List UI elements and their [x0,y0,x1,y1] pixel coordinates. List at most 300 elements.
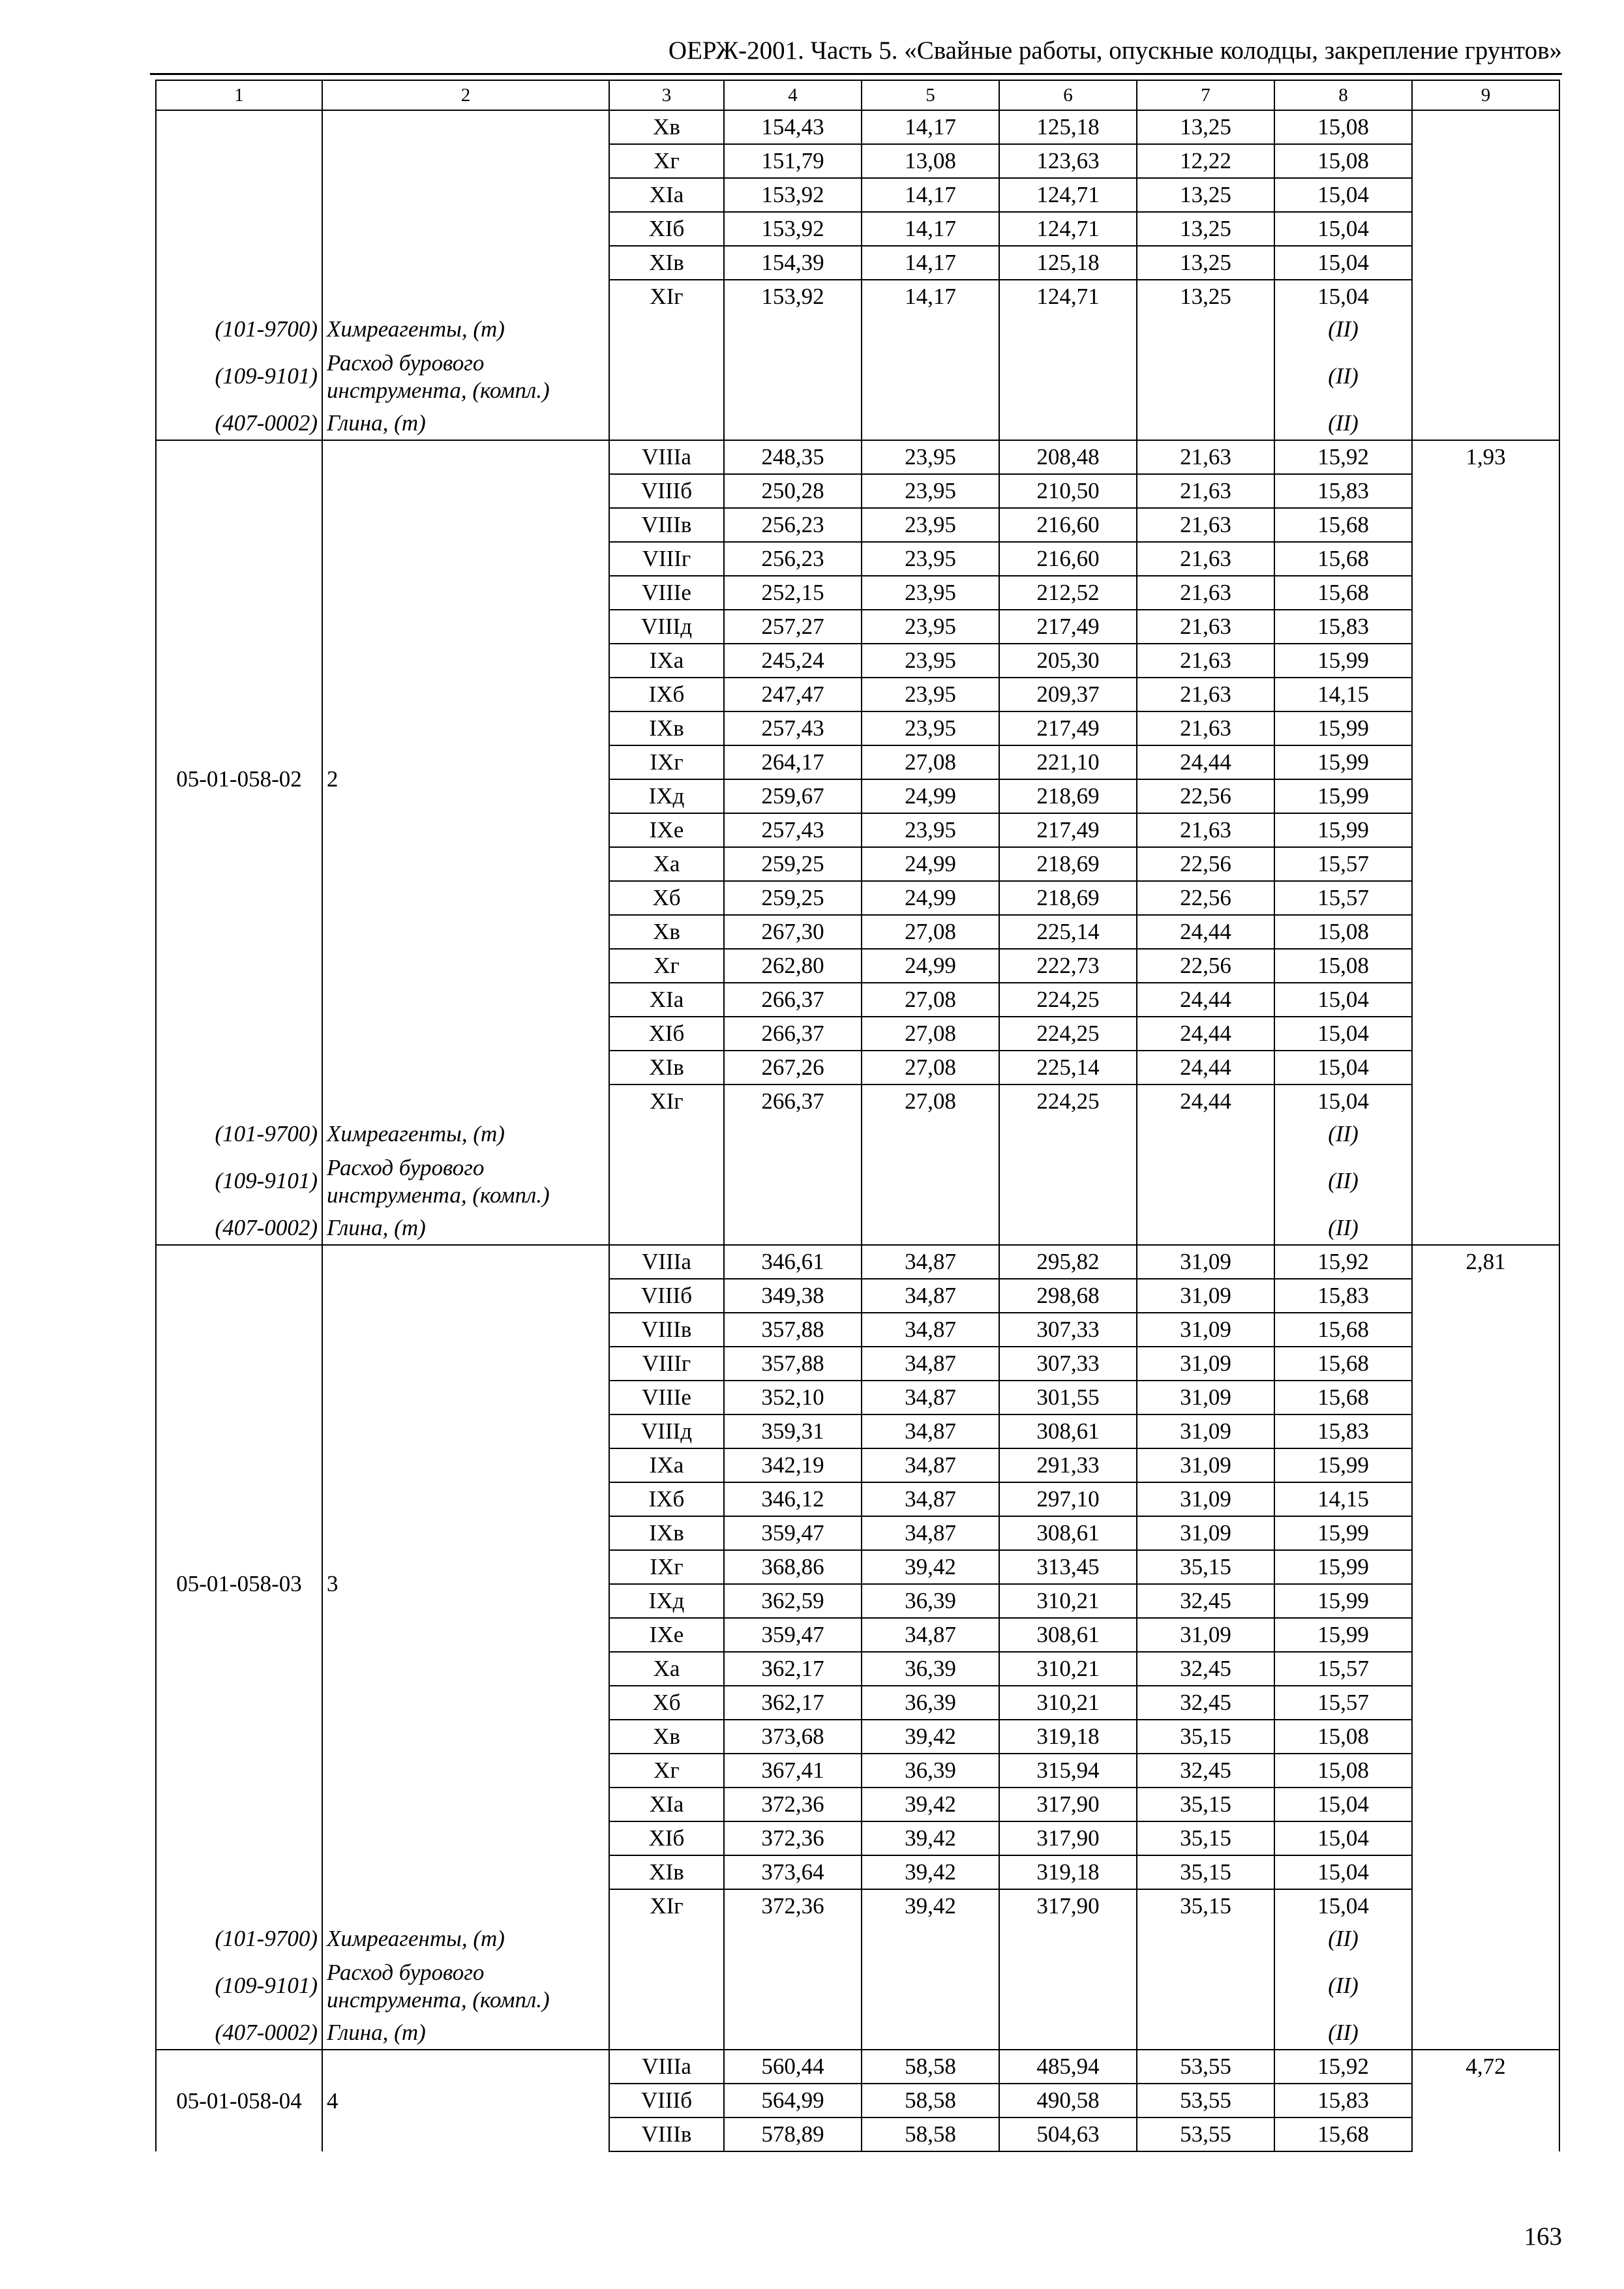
resource-name: Химреагенты, (т) [322,1922,609,1955]
value-cell: 208,48 [999,440,1137,474]
value-cell: 225,14 [999,915,1137,949]
zone-cell: VIIIв [609,1313,724,1347]
zone-cell: VIIIа [609,440,724,474]
zone-cell: Хг [609,144,724,178]
value-cell: 15,92 [1274,2050,1412,2084]
value-cell: 257,27 [724,610,862,644]
value-cell: 153,92 [724,212,862,246]
table-row [156,110,1559,144]
empty-cell [724,1150,862,1212]
value-cell: 504,63 [999,2117,1137,2151]
value-cell: 342,19 [724,1448,862,1482]
value-cell: 27,08 [862,1051,999,1085]
value-cell: 307,33 [999,1313,1137,1347]
value-cell: 15,08 [1274,144,1412,178]
empty-cell [1137,313,1274,346]
zone-cell: VIIIд [609,1414,724,1448]
value-cell: 39,42 [862,1550,999,1584]
value-cell: 27,08 [862,1085,999,1118]
value-cell: 15,99 [1274,711,1412,745]
value-cell: 39,42 [862,1720,999,1754]
value-cell: 32,45 [1137,1584,1274,1618]
value-cell: 15,04 [1274,212,1412,246]
value-cell: 154,39 [724,246,862,280]
value-cell: 257,43 [724,813,862,847]
value-cell: 21,63 [1137,576,1274,610]
value-cell: 154,43 [724,110,862,144]
value-cell: 315,94 [999,1754,1137,1788]
zone-cell: ХІв [609,1051,724,1085]
zone-cell: VIIIб [609,1279,724,1313]
value-cell: 13,25 [1137,246,1274,280]
value-cell: 319,18 [999,1855,1137,1889]
value-cell: 39,42 [862,1821,999,1855]
value-cell: 24,44 [1137,745,1274,779]
zone-cell: IХе [609,1618,724,1652]
resource-code: (407-0002) [156,1212,322,1245]
value-cell: 14,17 [862,280,999,313]
value-cell: 58,58 [862,2050,999,2084]
zone-cell: VIIIд [609,610,724,644]
value-cell: 23,95 [862,576,999,610]
zone-cell: ХІв [609,1855,724,1889]
value-cell: 22,56 [1137,881,1274,915]
value-cell: 24,44 [1137,983,1274,1017]
value-cell: 31,09 [1137,1618,1274,1652]
value-cell: 23,95 [862,610,999,644]
zone-cell: IХб [609,678,724,711]
value-cell: 31,09 [1137,1347,1274,1381]
value-cell: 21,63 [1137,644,1274,678]
zone-cell: IХд [609,779,724,813]
value-cell: 225,14 [999,1051,1137,1085]
value-cell: 24,99 [862,949,999,983]
value-cell: 32,45 [1137,1686,1274,1720]
value-cell: 15,68 [1274,576,1412,610]
value-cell: 15,99 [1274,1516,1412,1550]
value-cell: 31,09 [1137,1482,1274,1516]
resource-code: (101-9700) [156,1922,322,1955]
value-cell: 124,71 [999,212,1137,246]
zone-cell: IХа [609,644,724,678]
column-number: 8 [1274,80,1412,110]
value-cell: 32,45 [1137,1652,1274,1686]
value-cell: 362,17 [724,1652,862,1686]
zone-cell: IХг [609,1550,724,1584]
value-cell: 245,24 [724,644,862,678]
resource-code: (109-9101) [156,1150,322,1212]
value-cell: 39,42 [862,1788,999,1821]
value-cell: 217,49 [999,813,1137,847]
value-cell: 36,39 [862,1584,999,1618]
value-cell: 250,28 [724,474,862,508]
empty-cell [724,407,862,440]
value-cell: 15,08 [1274,110,1412,144]
value-cell: 15,83 [1274,1279,1412,1313]
value-cell: 15,99 [1274,1448,1412,1482]
zone-cell: ХІа [609,1788,724,1821]
price-table [155,80,1560,2152]
resource-name: Глина, (т) [322,407,609,440]
value-cell: 217,49 [999,610,1137,644]
empty-cell [1137,1150,1274,1212]
value-cell: 15,68 [1274,542,1412,576]
column-number: 6 [999,80,1137,110]
resource-code: (109-9101) [156,346,322,407]
value-cell: 15,99 [1274,1618,1412,1652]
value-cell: 352,10 [724,1381,862,1414]
value-cell: 23,95 [862,440,999,474]
value-cell: 35,15 [1137,1788,1274,1821]
value-cell: 12,22 [1137,144,1274,178]
value-cell: 34,87 [862,1347,999,1381]
value-cell: 224,25 [999,983,1137,1017]
value-cell: 13,25 [1137,212,1274,246]
value-cell: 15,68 [1274,2117,1412,2151]
value-cell: 23,95 [862,678,999,711]
empty-cell [999,1118,1137,1150]
value-cell: 346,61 [724,1245,862,1279]
resource-row [156,1118,1559,1150]
value-cell: 21,63 [1137,474,1274,508]
value-cell: 27,08 [862,1017,999,1051]
zone-cell: ХІа [609,178,724,212]
zone-cell: IХа [609,1448,724,1482]
empty-cell [999,1922,1137,1955]
value-cell: 34,87 [862,1448,999,1482]
value-cell: 313,45 [999,1550,1137,1584]
value-cell: 15,04 [1274,1855,1412,1889]
value-cell: 31,09 [1137,1516,1274,1550]
value-cell: 15,08 [1274,1720,1412,1754]
zone-cell: IХв [609,711,724,745]
zone-cell: VIIIв [609,2117,724,2151]
zone-cell: IХб [609,1482,724,1516]
resource-row [156,1212,1559,1245]
value-cell: 15,99 [1274,1550,1412,1584]
zone-cell: Хг [609,1754,724,1788]
value-cell: 27,08 [862,745,999,779]
zone-cell: VIIIа [609,2050,724,2084]
unit-mark-cell: (II) [1274,1922,1412,1955]
empty-cell [609,1955,724,2016]
value-cell: 15,99 [1274,644,1412,678]
value-cell: 259,67 [724,779,862,813]
empty-cell [609,1212,724,1245]
value-cell: 32,45 [1137,1754,1274,1788]
resource-row [156,2016,1559,2050]
value-cell: 560,44 [724,2050,862,2084]
value-cell: 218,69 [999,847,1137,881]
value-cell: 308,61 [999,1618,1137,1652]
value-cell: 259,25 [724,847,862,881]
value-cell: 39,42 [862,1855,999,1889]
value-cell: 15,57 [1274,1652,1412,1686]
zone-cell: IХд [609,1584,724,1618]
value-cell: 367,41 [724,1754,862,1788]
value-cell: 301,55 [999,1381,1137,1414]
zone-cell: ХІб [609,1017,724,1051]
value-cell: 31,09 [1137,1381,1274,1414]
empty-cell [862,2016,999,2050]
column-number: 4 [724,80,862,110]
column-number: 5 [862,80,999,110]
zone-cell: ХІг [609,1889,724,1922]
resource-code: (101-9700) [156,1118,322,1150]
column-number: 9 [1412,80,1559,110]
value-cell: 34,87 [862,1245,999,1279]
value-cell: 23,95 [862,711,999,745]
zone-cell: VIIIб [609,474,724,508]
value-cell: 15,08 [1274,1754,1412,1788]
value-cell: 307,33 [999,1347,1137,1381]
value-cell: 373,68 [724,1720,862,1754]
value-cell: 39,42 [862,1889,999,1922]
zone-cell: ХІв [609,246,724,280]
value-cell: 490,58 [999,2084,1137,2117]
value-cell: 36,39 [862,1652,999,1686]
table-row [156,1245,1559,1279]
value-cell: 212,52 [999,576,1137,610]
value-cell: 153,92 [724,280,862,313]
empty-cell [862,1212,999,1245]
empty-cell [999,2016,1137,2050]
value-cell: 308,61 [999,1414,1137,1448]
zone-cell: ХІб [609,1821,724,1855]
value-cell: 485,94 [999,2050,1137,2084]
unit-mark-cell: (II) [1274,1212,1412,1245]
zone-cell: Хб [609,881,724,915]
value-cell: 15,04 [1274,983,1412,1017]
value-cell: 359,47 [724,1516,862,1550]
table-body [156,80,1559,2151]
value-cell: 34,87 [862,1279,999,1313]
zone-cell: Хв [609,915,724,949]
value-cell: 359,31 [724,1414,862,1448]
value-cell: 34,87 [862,1313,999,1347]
empty-cell [724,346,862,407]
value-cell: 218,69 [999,779,1137,813]
value-cell: 14,17 [862,246,999,280]
value-cell: 319,18 [999,1720,1137,1754]
zone-cell: ХІа [609,983,724,1017]
value-cell: 35,15 [1137,1720,1274,1754]
value-cell: 310,21 [999,1686,1137,1720]
zone-cell: Хг [609,949,724,983]
empty-cell [999,1212,1137,1245]
empty-cell [862,346,999,407]
value-cell: 15,83 [1274,1414,1412,1448]
empty-cell [1137,1212,1274,1245]
value-cell: 13,25 [1137,110,1274,144]
resource-name: Расход бурового инструмента, (компл.) [322,1150,609,1212]
value-cell: 15,04 [1274,1085,1412,1118]
zone-cell: VIIIе [609,1381,724,1414]
empty-cell [1137,346,1274,407]
value-cell: 13,25 [1137,178,1274,212]
value-cell: 24,44 [1137,1051,1274,1085]
value-cell: 24,44 [1137,1085,1274,1118]
page-header-title: ОЕРЖ-2001. Часть 5. «Свайные работы, опускные колодцы, закрепление грунтов» [668,37,1562,65]
rate-code-cell: 05-01-058-02 [156,440,322,1118]
empty-cell [609,313,724,346]
zone-cell: IХв [609,1516,724,1550]
value-cell: 21,63 [1137,813,1274,847]
resource-code: (109-9101) [156,1955,322,2016]
empty-cell [862,313,999,346]
value-cell: 23,95 [862,813,999,847]
value-cell: 317,90 [999,1788,1137,1821]
value-cell: 58,58 [862,2084,999,2117]
resource-row [156,346,1559,407]
value-cell: 27,08 [862,915,999,949]
value-cell: 15,99 [1274,745,1412,779]
zone-cell: ХІб [609,212,724,246]
zone-cell: VIIIе [609,576,724,610]
value-cell: 21,63 [1137,711,1274,745]
value-cell: 36,39 [862,1686,999,1720]
resource-name: Глина, (т) [322,2016,609,2050]
zone-cell: Хв [609,1720,724,1754]
zone-cell: VIIIг [609,542,724,576]
work-name-cell [322,110,609,313]
value-cell: 21,63 [1137,508,1274,542]
value-cell: 368,86 [724,1550,862,1584]
value-cell: 15,08 [1274,915,1412,949]
value-cell: 21,63 [1137,610,1274,644]
empty-cell [609,1922,724,1955]
empty-cell [862,407,999,440]
value-cell: 14,17 [862,178,999,212]
value-cell: 21,63 [1137,542,1274,576]
rate-code-cell [156,110,322,313]
value-cell: 256,23 [724,508,862,542]
value-cell: 27,08 [862,983,999,1017]
empty-cell [999,346,1137,407]
value-cell: 24,99 [862,847,999,881]
value-cell: 216,60 [999,508,1137,542]
value-cell: 151,79 [724,144,862,178]
table-row [156,440,1559,474]
value-cell: 24,44 [1137,915,1274,949]
value-cell: 217,49 [999,711,1137,745]
zone-cell: ХІг [609,280,724,313]
value-cell: 578,89 [724,2117,862,2151]
col9-value-cell: 2,81 [1412,1245,1559,2050]
empty-cell [862,1118,999,1150]
value-cell: 35,15 [1137,1855,1274,1889]
value-cell: 15,04 [1274,246,1412,280]
value-cell: 125,18 [999,110,1137,144]
value-cell: 35,15 [1137,1889,1274,1922]
empty-cell [862,1922,999,1955]
value-cell: 23,95 [862,474,999,508]
value-cell: 53,55 [1137,2084,1274,2117]
value-cell: 31,09 [1137,1313,1274,1347]
value-cell: 256,23 [724,542,862,576]
value-cell: 31,09 [1137,1448,1274,1482]
value-cell: 21,63 [1137,678,1274,711]
value-cell: 125,18 [999,246,1137,280]
empty-cell [1137,2016,1274,2050]
header-divider [150,73,1562,75]
value-cell: 34,87 [862,1618,999,1652]
value-cell: 15,99 [1274,813,1412,847]
value-cell: 221,10 [999,745,1137,779]
zone-cell: IХе [609,813,724,847]
value-cell: 31,09 [1137,1414,1274,1448]
value-cell: 373,64 [724,1855,862,1889]
value-cell: 123,63 [999,144,1137,178]
empty-cell [724,1955,862,2016]
value-cell: 13,25 [1137,280,1274,313]
empty-cell [999,1150,1137,1212]
value-cell: 310,21 [999,1652,1137,1686]
zone-cell: VIIIа [609,1245,724,1279]
zone-cell: Хв [609,110,724,144]
value-cell: 247,47 [724,678,862,711]
value-cell: 357,88 [724,1313,862,1347]
unit-mark-cell: (II) [1274,1955,1412,2016]
empty-cell [724,313,862,346]
zone-cell: VIIIв [609,508,724,542]
unit-mark-cell: (II) [1274,1150,1412,1212]
resource-row [156,407,1559,440]
empty-cell [724,1922,862,1955]
rate-code-cell: 05-01-058-03 [156,1245,322,1922]
value-cell: 252,15 [724,576,862,610]
empty-cell [724,1212,862,1245]
resource-row [156,1922,1559,1955]
value-cell: 35,15 [1137,1821,1274,1855]
value-cell: 153,92 [724,178,862,212]
empty-cell [609,407,724,440]
value-cell: 210,50 [999,474,1137,508]
empty-cell [862,1955,999,2016]
value-cell: 15,08 [1274,949,1412,983]
value-cell: 346,12 [724,1482,862,1516]
zone-cell: Ха [609,847,724,881]
rate-code-cell: 05-01-058-04 [156,2050,322,2151]
value-cell: 15,68 [1274,1381,1412,1414]
value-cell: 36,39 [862,1754,999,1788]
unit-mark-cell: (II) [1274,346,1412,407]
value-cell: 15,04 [1274,280,1412,313]
value-cell: 15,57 [1274,1686,1412,1720]
zone-cell: Хб [609,1686,724,1720]
value-cell: 22,56 [1137,847,1274,881]
value-cell: 267,26 [724,1051,862,1085]
value-cell: 15,04 [1274,1017,1412,1051]
value-cell: 24,44 [1137,1017,1274,1051]
value-cell: 15,57 [1274,847,1412,881]
work-name-cell: 3 [322,1245,609,1922]
table-row [156,2050,1559,2084]
value-cell: 349,38 [724,1279,862,1313]
zone-cell: VIIIб [609,2084,724,2117]
value-cell: 298,68 [999,1279,1137,1313]
value-cell: 14,17 [862,110,999,144]
col9-value-cell [1412,110,1559,440]
empty-cell [609,1150,724,1212]
empty-cell [609,346,724,407]
resource-row [156,1955,1559,2016]
resource-row [156,313,1559,346]
value-cell: 124,71 [999,178,1137,212]
zone-cell: Ха [609,1652,724,1686]
value-cell: 372,36 [724,1889,862,1922]
value-cell: 209,37 [999,678,1137,711]
